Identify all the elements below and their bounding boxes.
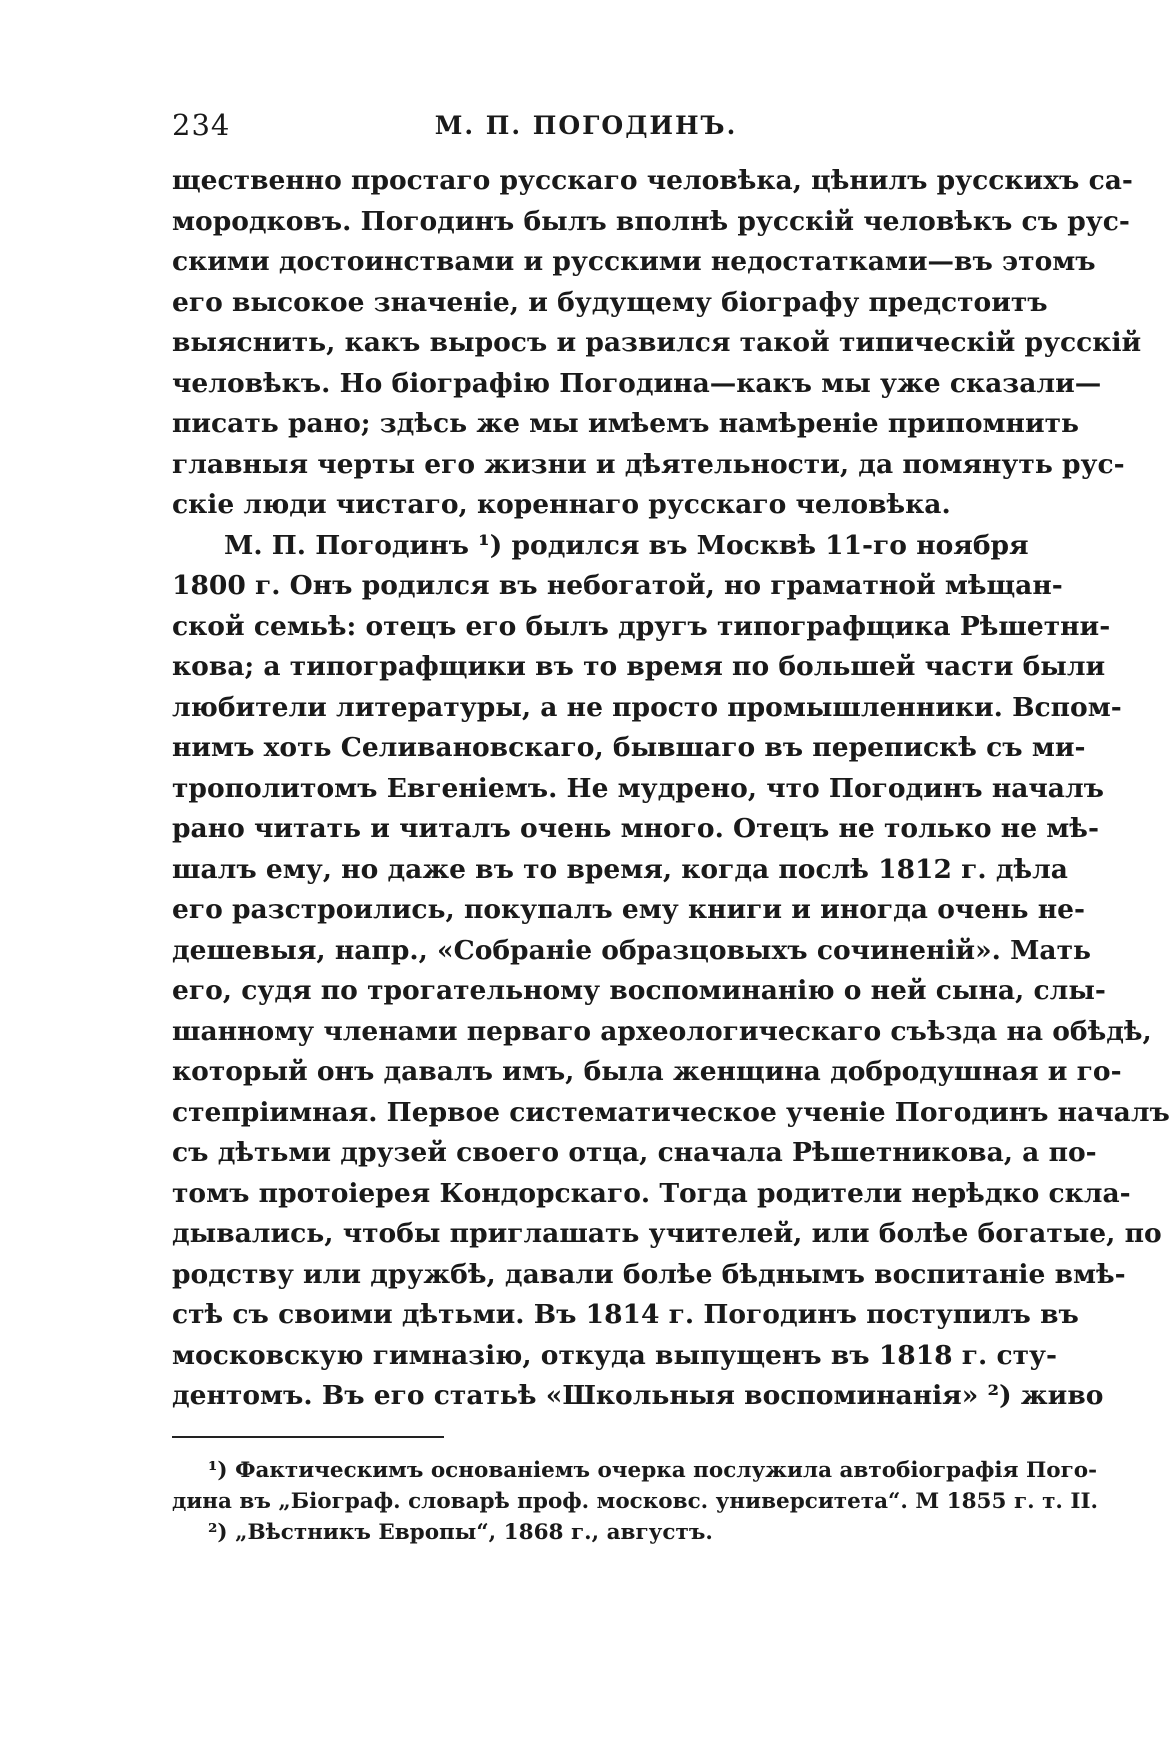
- page-number: 234: [172, 108, 231, 142]
- text-line: московскую гимназію, откуда выпущенъ въ 1818 г. сту-: [172, 1339, 1058, 1371]
- text-line: шанному членами перваго археологическаго съѣзда на обѣдѣ,: [172, 1015, 1152, 1047]
- text-line: выяснить, какъ выросъ и развился такой типическій русскій: [172, 327, 1142, 358]
- text-line: кова; а типографщики въ то время по большей части были: [172, 651, 1106, 682]
- footnote-divider: [172, 1436, 444, 1438]
- text-line: нимъ хоть Селивановскаго, бывшаго въ перепискѣ съ ми-: [172, 732, 1086, 763]
- text-line: писать рано; здѣсь же мы имѣемъ намѣреніе припомнить: [172, 408, 1080, 439]
- text-line: родству или дружбѣ, давали болѣе бѣднымъ воспитаніе вмѣ-: [172, 1258, 1126, 1290]
- text-line: томъ протоіерея Кондорскаго. Тогда родители нерѣдко скла-: [172, 1177, 1131, 1209]
- text-line: съ дѣтьми друзей своего отца, сначала Рѣшетникова, а по-: [172, 1137, 1097, 1168]
- text-line: дывались, чтобы приглашать учителей, или болѣе богатые, по: [172, 1218, 1162, 1249]
- text-line: дешевыя, напр., «Собраніе образцовыхъ сочиненій». Мать: [172, 934, 1091, 966]
- text-line: щественно простаго русскаго человѣка, цѣнилъ русскихъ са-: [172, 165, 1133, 196]
- footnote-line: ²) „Вѣстникъ Европы“, 1868 г., августъ.: [208, 1520, 713, 1545]
- text-line: скіе люди чистаго, кореннаго русскаго человѣка.: [172, 489, 951, 520]
- running-title: М. П. ПОГОДИНЪ.: [434, 111, 738, 140]
- text-line: шалъ ему, но даже въ то время, когда послѣ 1812 г. дѣла: [172, 853, 1068, 885]
- text-line: степріимная. Первое систематическое ученіе Погодинъ началъ: [172, 1096, 1170, 1128]
- paragraph-start-line: М. П. Погодинъ ¹) родился въ Москвѣ 11-го ноября: [224, 529, 1029, 561]
- text-line: его высокое значеніе, и будущему біографу предстоитъ: [172, 286, 1048, 318]
- text-line: скими достоинствами и русскими недостатками—въ этомъ: [172, 246, 1096, 277]
- page-header: [172, 108, 1000, 144]
- footnote-line: ¹) Фактическимъ основаніемъ очерка послужила автобіографія Пого-: [208, 1458, 1098, 1483]
- text-line: главныя черты его жизни и дѣятельности, да помянуть рус-: [172, 448, 1125, 480]
- text-line: 1800 г. Онъ родился въ небогатой, но граматной мѣщан-: [172, 570, 1063, 601]
- text-line: ской семьѣ: отецъ его былъ другъ типографщика Рѣшетни-: [172, 610, 1111, 642]
- text-line: стѣ съ своими дѣтьми. Въ 1814 г. Погодинъ поступилъ въ: [172, 1299, 1079, 1330]
- text-line: его, судя по трогательному воспоминанію о ней сына, слы-: [172, 975, 1106, 1006]
- text-line: который онъ давалъ имъ, была женщина добродушная и го-: [172, 1056, 1122, 1087]
- text-line: рано читать и читалъ очень много. Отецъ не только не мѣ-: [172, 813, 1099, 844]
- text-line: дентомъ. Въ его статьѣ «Школьныя воспоминанія» ²) живо: [172, 1380, 1104, 1411]
- text-line: человѣкъ. Но біографію Погодина—какъ мы уже сказали—: [172, 367, 1102, 399]
- text-line: трополитомъ Евгеніемъ. Не мудрено, что Погодинъ началъ: [172, 772, 1104, 804]
- footnote-line: дина въ „Біограф. словарѣ проф. московс. университета“. М 1855 г. т. II.: [172, 1489, 1099, 1514]
- text-line: его разстроились, покупалъ ему книги и иногда очень не-: [172, 894, 1085, 925]
- footnotes: [172, 1455, 1099, 1548]
- text-line: любители литературы, а не просто промышленники. Вспом-: [172, 691, 1122, 723]
- main-text: [172, 161, 1170, 1417]
- text-line: мородковъ. Погодинъ былъ вполнѣ русскій человѣкъ съ рус-: [172, 205, 1130, 237]
